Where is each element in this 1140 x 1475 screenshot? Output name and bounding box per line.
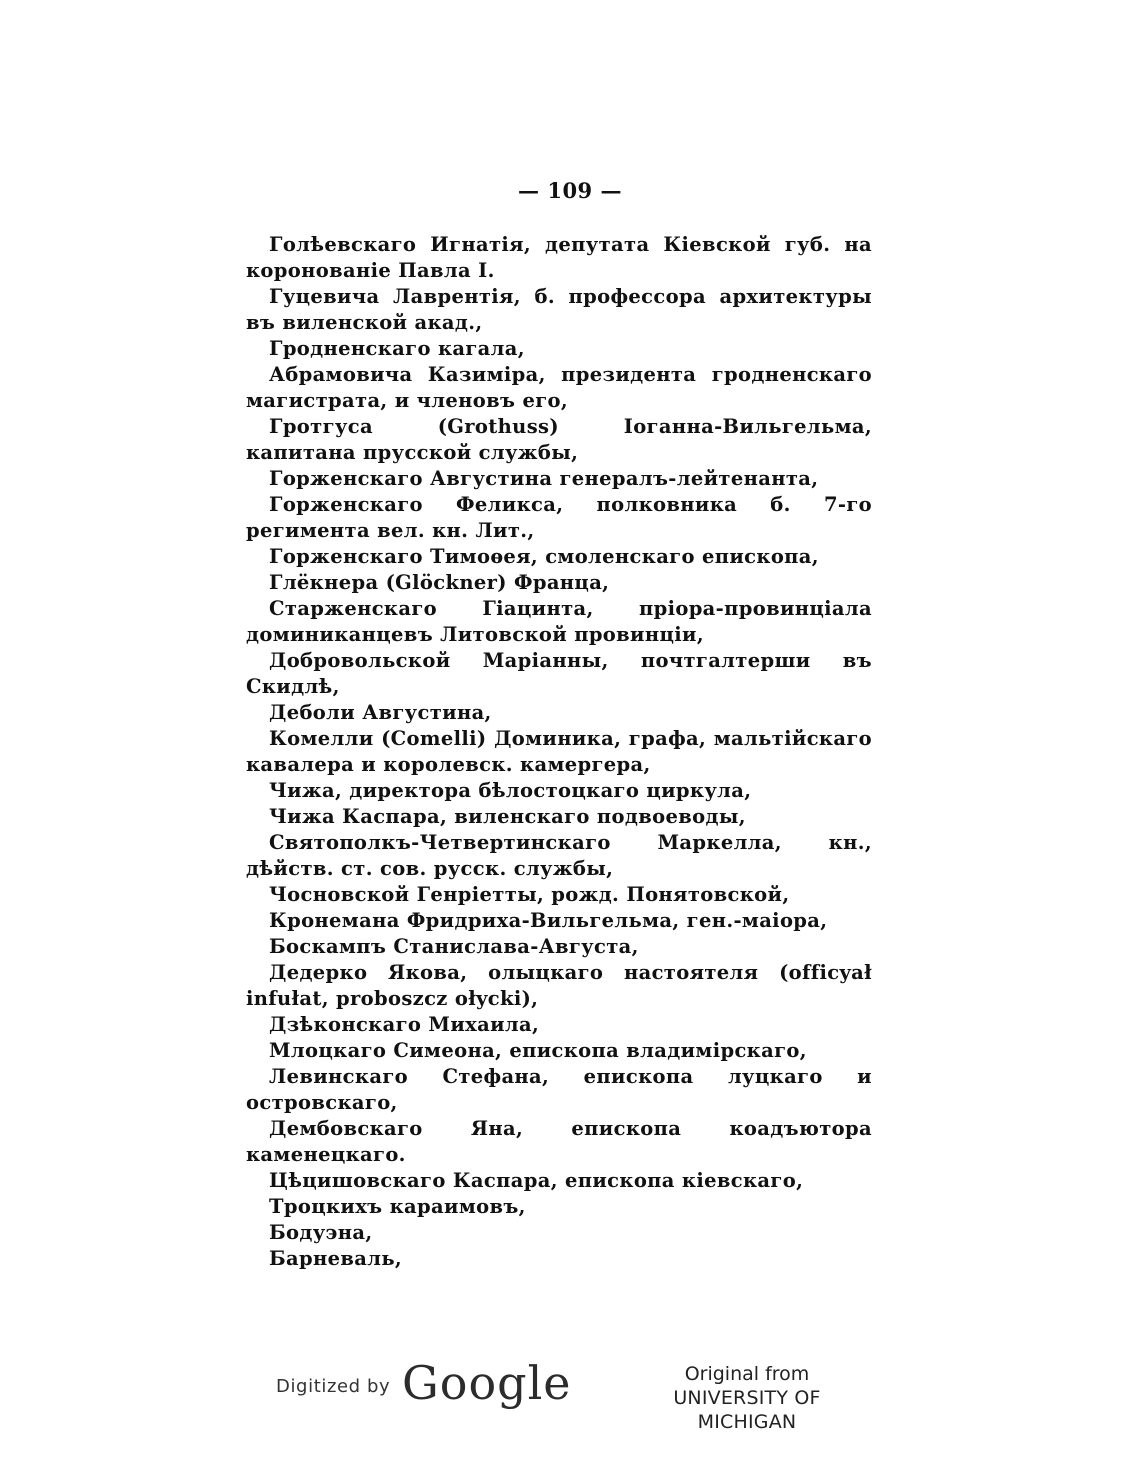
- list-item: Святополкъ-Четвертинскаго Маркелла, кн., дѣйств. ст. сов. русск. службы,: [246, 831, 872, 880]
- list-item: Чижа, директора бѣлостоцкаго циркула,: [269, 779, 752, 802]
- institution-name: UNIVERSITY OF MICHIGAN: [673, 1387, 821, 1433]
- list-item: Бодуэна,: [269, 1221, 373, 1244]
- list-item: Троцкихъ караимовъ,: [269, 1195, 526, 1218]
- list-item: Горженскаго Тимоѳея, смоленскаго епископа,: [269, 545, 819, 568]
- list-item: Горженскаго Августина генералъ-лейтенанта,: [269, 467, 819, 490]
- list-item: Голѣевскаго Игнатія, депутата Кіевской губ. на коронованіе Павла I.: [246, 233, 872, 282]
- original-from-label: Original from: [684, 1363, 810, 1385]
- list-item: Боскампъ Станислава-Августа,: [269, 935, 639, 958]
- page-number: — 109 —: [518, 178, 622, 203]
- list-item: Дедерко Якова, олыцкаго настоятеля (officyał infułat, proboszcz ołycki),: [246, 961, 872, 1010]
- list-item: Кронемана Фридриха-Вильгельма, ген.-маіора,: [269, 909, 828, 932]
- list-item: Дзѣконскаго Михаила,: [269, 1013, 540, 1036]
- list-item: Чосновской Генріетты, рожд. Понятовской,: [269, 883, 790, 906]
- list-item: Деболи Августина,: [269, 701, 492, 724]
- list-item: Барневаль,: [269, 1247, 403, 1270]
- google-logo: Google: [402, 1356, 572, 1410]
- list-item: Глёкнера (Glöckner) Франца,: [269, 571, 610, 594]
- list-item: Гуцевича Лаврентія, б. профессора архитектуры въ виленской акад.,: [246, 285, 872, 334]
- list-item: Чижа Каспара, виленскаго подвоеводы,: [269, 805, 746, 828]
- entry-list: [246, 232, 872, 1272]
- list-item: Абрамовича Казиміра, президента гродненскаго магистрата, и членовъ его,: [246, 363, 872, 412]
- digitization-footer: [0, 1356, 1140, 1433]
- list-item: Добровольской Маріанны, почтгалтерши въ Скидлѣ,: [246, 649, 872, 698]
- list-item: Горженскаго Феликса, полковника б. 7-го регимента вел. кн. Лит.,: [246, 493, 872, 542]
- list-item: Левинскаго Стефана, епископа луцкаго и островскаго,: [246, 1065, 872, 1114]
- list-item: Старженскаго Гіацинта, пріора-провинціала доминиканцевъ Литовской провинціи,: [246, 597, 872, 646]
- list-item: Комелли (Comelli) Доминика, графа, мальтійскаго кавалера и королевск. камергера,: [246, 727, 872, 776]
- list-item: Дембовскаго Яна, епископа коадъютора каменецкаго.: [246, 1117, 872, 1166]
- list-item: Млоцкаго Симеона, епископа владимірскаго,: [269, 1039, 807, 1062]
- digitized-by-label: Digitized by: [276, 1376, 391, 1397]
- list-item: Гротгуса (Grothuss) Іоганна-Вильгельма, капитана прусской службы,: [246, 415, 872, 464]
- list-item: Гродненскаго кагала,: [269, 337, 525, 360]
- original-source: [622, 1362, 872, 1434]
- list-item: Цѣцишовскаго Каспара, епископа кіевскаго,: [269, 1169, 804, 1192]
